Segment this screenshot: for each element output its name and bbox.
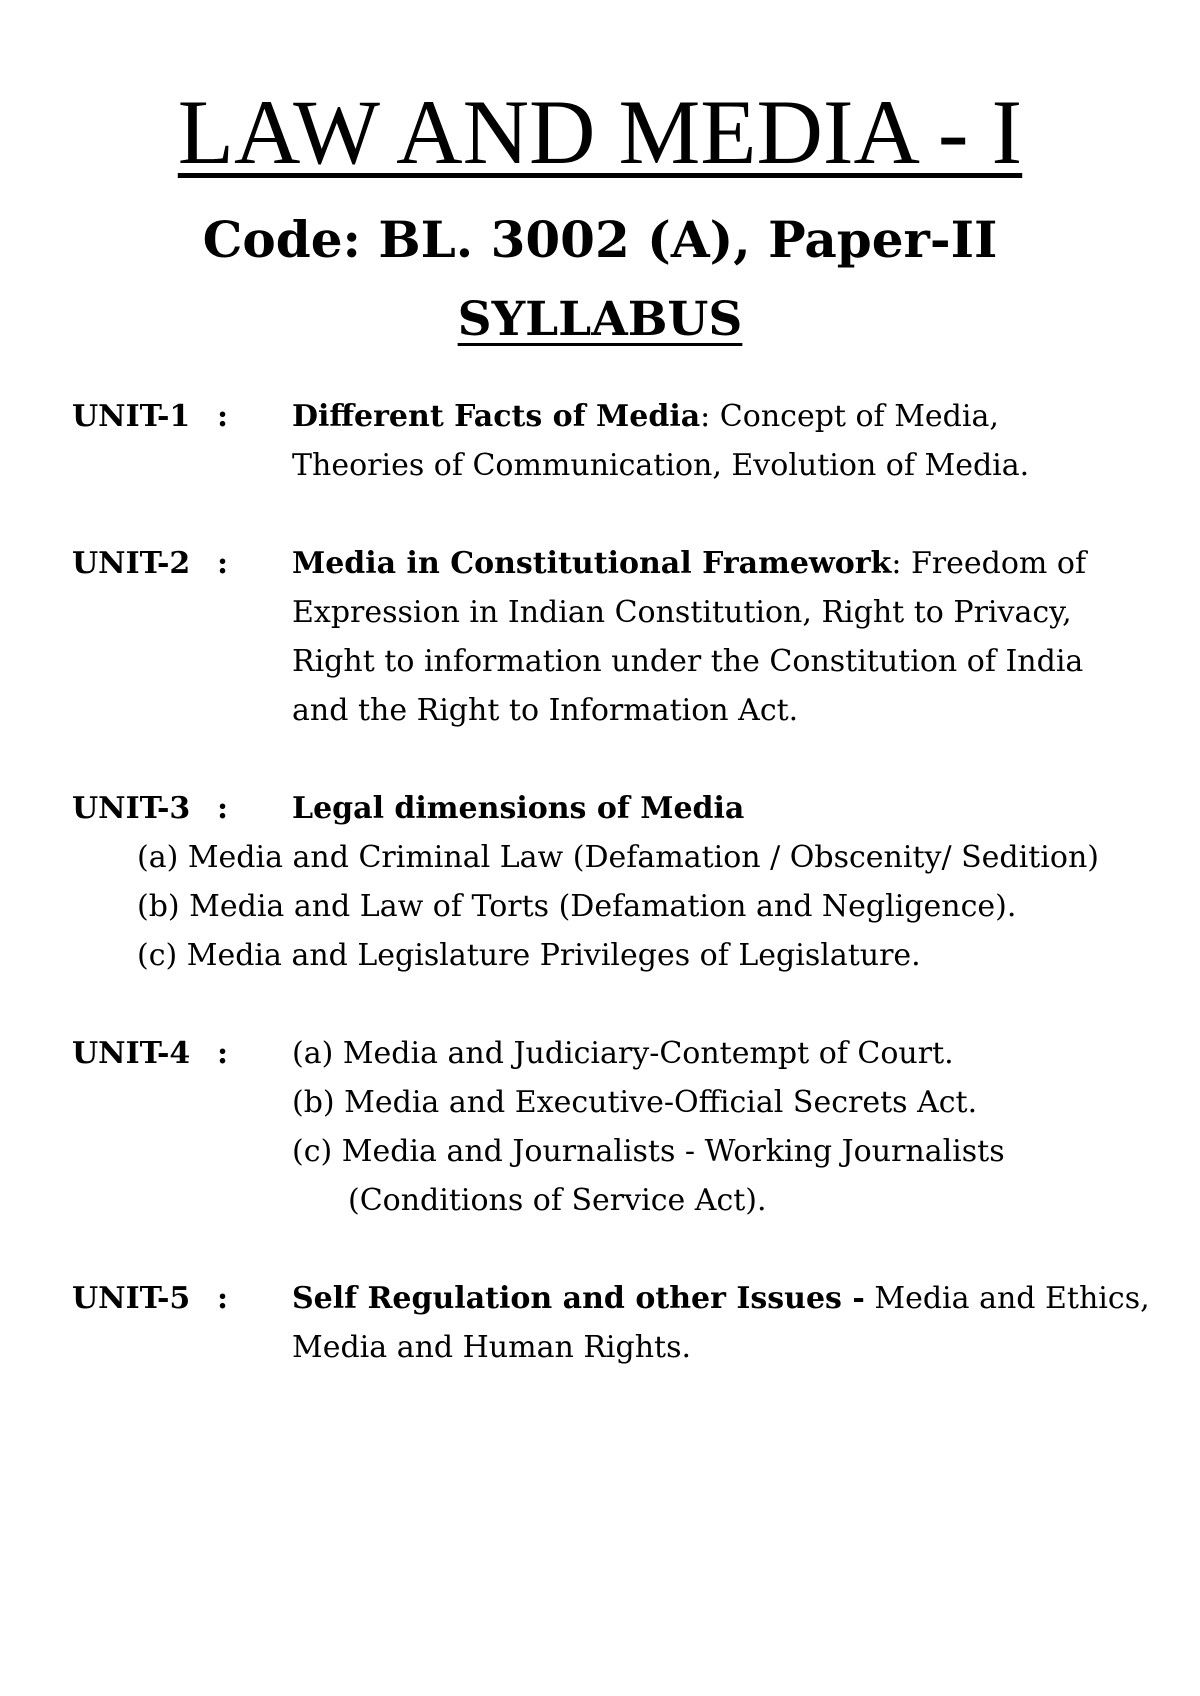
list-item: (a) Media and Criminal Law (Defamation / Obscenity/ Sedition) [137, 840, 1099, 875]
unit-line [292, 539, 1152, 588]
list-item: (c) Media and Legislature Privileges of Legislature. [137, 938, 921, 973]
unit-heading: Media in Constitutional Framework [292, 546, 892, 581]
unit-label: UNIT-5 [72, 1281, 191, 1316]
syllabus-heading: SYLLABUS [457, 292, 743, 347]
unit-text: and the Right to Information Act. [292, 693, 799, 728]
list-item: (b) Media and Executive-Official Secrets Act. [292, 1085, 978, 1120]
document-title: LAW AND MEDIA - I [177, 81, 1023, 183]
unit-label: UNIT-3 [72, 791, 191, 826]
unit-separator: : [217, 546, 229, 581]
unit-line [292, 392, 1152, 441]
unit-text: Right to information under the Constitution of India [292, 644, 1084, 679]
unit-text: Expression in Indian Constitution, Right to Privacy, [292, 595, 1072, 630]
unit-heading-suffix: : [700, 399, 711, 434]
unit-text: Theories of Communication, Evolution of Media. [292, 448, 1030, 483]
unit-text: Media and Human Rights. [292, 1330, 692, 1365]
unit-label: UNIT-1 [72, 399, 191, 434]
unit-content [292, 392, 1152, 490]
list-item-continuation: (Conditions of Service Act). [348, 1183, 767, 1218]
unit-heading-suffix: : [891, 546, 902, 581]
unit-heading: Different Facts of Media [292, 399, 701, 434]
unit-line [292, 1274, 1152, 1323]
course-code: Code: BL. 3002 (A), Paper-II [202, 210, 998, 269]
unit-text: Media and Ethics, [864, 1281, 1150, 1316]
list-item: (a) Media and Judiciary-Contempt of Court. [292, 1036, 954, 1071]
list-item: (c) Media and Journalists - Working Journalists [292, 1134, 1005, 1169]
unit-content [292, 1029, 1152, 1225]
unit-label: UNIT-2 [72, 546, 191, 581]
unit-heading: Self Regulation and other Issues - [292, 1281, 865, 1316]
unit-text: Freedom of [901, 546, 1087, 581]
unit-separator: : [217, 791, 229, 826]
unit-label: UNIT-4 [72, 1036, 191, 1071]
unit-separator: : [217, 399, 229, 434]
unit-separator: : [217, 1281, 229, 1316]
list-item: (b) Media and Law of Torts (Defamation and Negligence). [137, 889, 1017, 924]
unit-3-items [137, 833, 1099, 980]
unit-content [292, 1274, 1152, 1372]
unit-heading: Legal dimensions of Media [292, 791, 745, 826]
unit-content [292, 784, 1152, 833]
unit-text: Concept of Media, [710, 399, 999, 434]
unit-separator: : [217, 1036, 229, 1071]
unit-content [292, 539, 1152, 735]
